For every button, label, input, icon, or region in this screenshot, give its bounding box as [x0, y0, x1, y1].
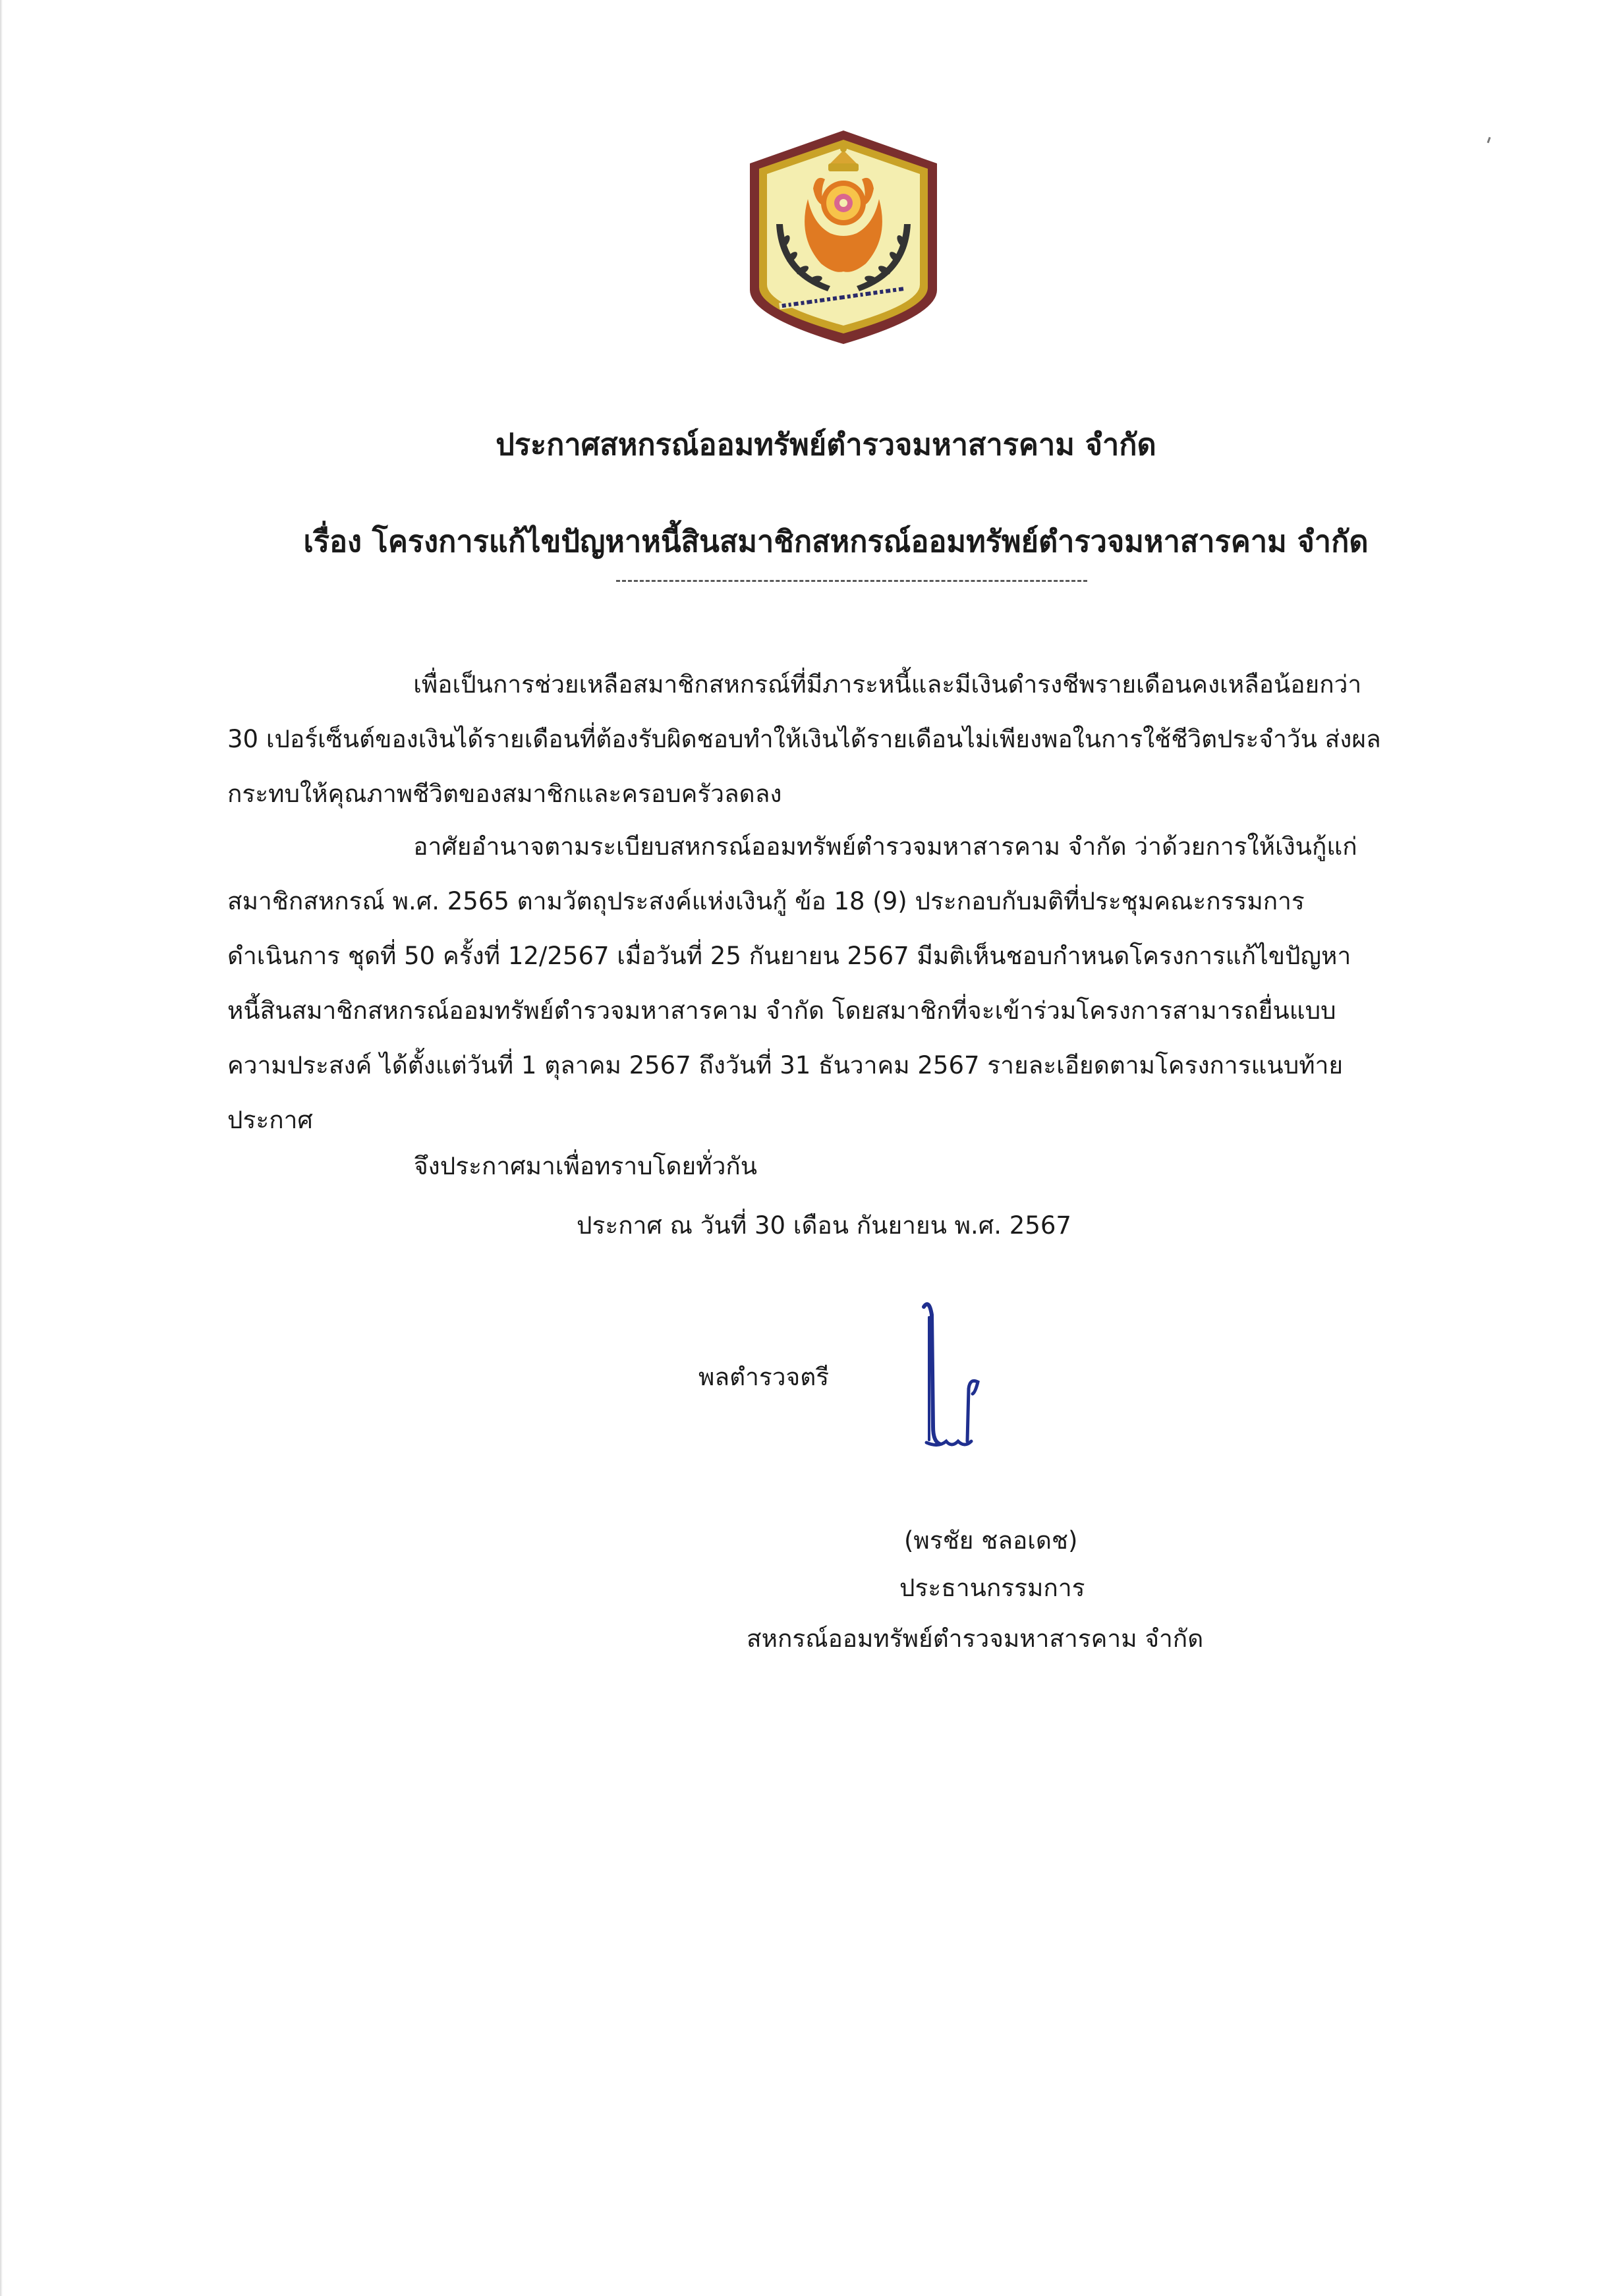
cooperative-emblem-icon: [745, 125, 942, 349]
paragraph-purpose: [227, 657, 1381, 821]
scan-edge: [0, 0, 3, 2296]
announcement-title: ประกาศสหกรณ์ออมทรัพย์ตำรวจมหาสารคาม จำกัด: [496, 427, 1156, 462]
signatory-position: ประธานกรรมการ: [899, 1574, 1085, 1602]
paragraph-line: หนี้สินสมาชิกสหกรณ์ออมทรัพย์ตำรวจมหาสารคาม จำกัด โดยสมาชิกที่จะเข้าร่วมโครงการสามารถยื่นแบบ: [227, 996, 1336, 1025]
paragraph-line: ประกาศ: [227, 1106, 313, 1134]
paragraph-line: สมาชิกสหกรณ์ พ.ศ. 2565 ตามวัตถุประสงค์แห่งเงินกู้ ข้อ 18 (9) ประกอบกับมติที่ประชุมคณะกรรมการ: [227, 887, 1305, 915]
paragraph-line: 30 เปอร์เซ็นต์ของเงินได้รายเดือนที่ต้องรับผิดชอบทำให้เงินได้รายเดือนไม่เพียงพอในการใช้ชีวิตประจำวัน ส่งผล: [227, 725, 1381, 753]
title-divider: [616, 580, 1087, 582]
announcement-subject: เรื่อง โครงการแก้ไขปัญหาหนี้สินสมาชิกสหกรณ์ออมทรัพย์ตำรวจมหาสารคาม จำกัด: [303, 524, 1369, 559]
paragraph-line: อาศัยอำนาจตามระเบียบสหกรณ์ออมทรัพย์ตำรวจมหาสารคาม จำกัด ว่าด้วยการให้เงินกู้แก่: [227, 832, 1357, 861]
signatory-name: (พรชัย ชลอเดช): [904, 1526, 1078, 1555]
signatory-rank: พลตำรวจตรี: [698, 1363, 830, 1391]
scan-speck: [1487, 137, 1491, 143]
signatory-organization: สหกรณ์ออมทรัพย์ตำรวจมหาสารคาม จำกัด: [747, 1624, 1204, 1653]
paragraph-line: ความประสงค์ ได้ตั้งแต่วันที่ 1 ตุลาคม 2567 ถึงวันที่ 31 ธันวาคม 2567 รายละเอียดตามโครงการแนบท้าย: [227, 1051, 1344, 1079]
closing-statement: จึงประกาศมาเพื่อทราบโดยทั่วกัน: [414, 1152, 758, 1180]
paragraph-line: เพื่อเป็นการช่วยเหลือสมาชิกสหกรณ์ที่มีภาระหนี้และมีเงินดำรงชีพรายเดือนคงเหลือน้อยกว่า: [227, 670, 1362, 699]
paragraph-line: ดำเนินการ ชุดที่ 50 ครั้งที่ 12/2567 เมื่อวันที่ 25 กันยายน 2567 มีมติเห็นชอบกำหนดโครงการแก้ไขปัญหา: [227, 942, 1351, 970]
handwritten-signature: [909, 1295, 995, 1460]
paragraph-authority: [227, 819, 1357, 1147]
paragraph-line: กระทบให้คุณภาพชีวิตของสมาชิกและครอบครัวลดลง: [227, 780, 782, 808]
announcement-date: ประกาศ ณ วันที่ 30 เดือน กันยายน พ.ศ. 2567: [577, 1211, 1071, 1240]
